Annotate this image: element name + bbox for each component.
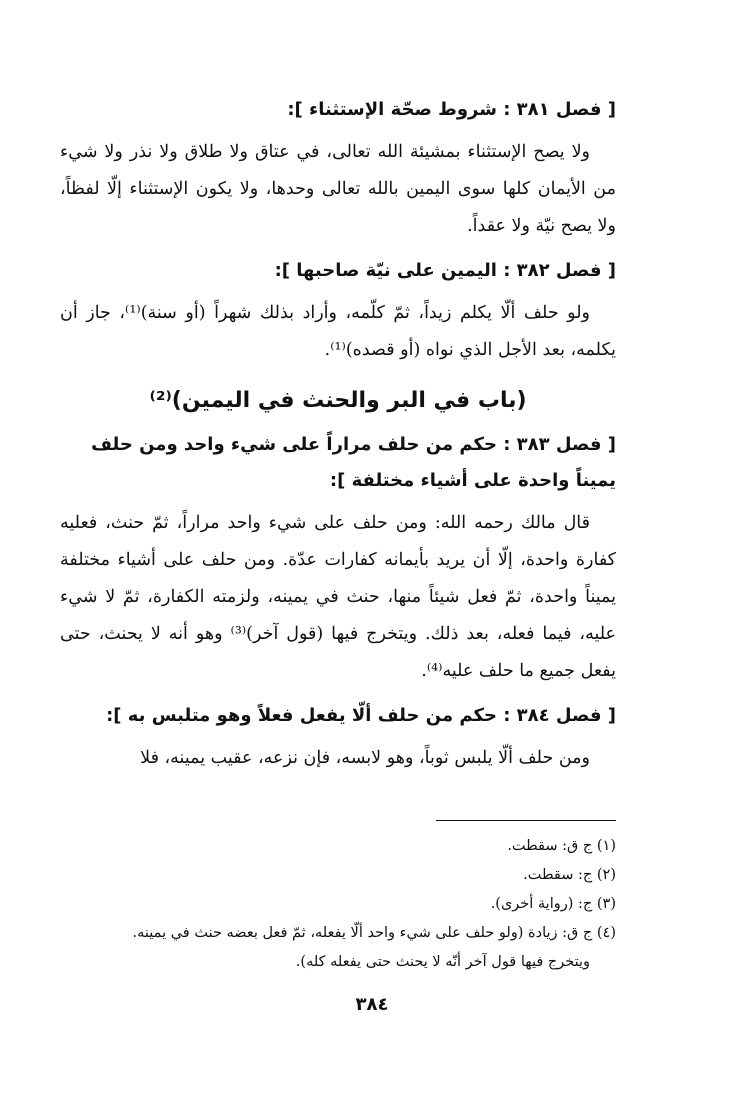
footnotes <box>26 832 616 977</box>
section-text-384: ومن حلف ألّا يلبس ثوباً، وهو لابسه، فإن نزعه، عقيب يمينه، فلا <box>140 748 590 768</box>
footnote-divider <box>436 820 616 821</box>
footnote-4-continuation: ويتخرج فيها قول آخر أنّه لا يحنث حتى يفعله كله). <box>295 954 590 970</box>
footnote-2: (٢) ج: سقطت. <box>523 867 616 883</box>
section-text-383: قال مالك رحمه الله: ومن حلف على شيء واحد مراراً، ثمّ حنث، فعليه كفارة واحدة، إلّا أن يريد بأيمانه كفارات عدّة. ومن حلف على أشياء مختلفة يميناً واحدة، ثمّ فعل شيئاً منها، حنث في يمينه، ولزمته الكفارة، ثمّ لا شيء عليه، فيما فعله، بعد ذلك. ويتخرج فيها (قول آخر)⁽³⁾ وهو أنه لا يحنث، حتى يفعل جميع ما حلف عليه⁽⁴⁾. <box>60 513 616 681</box>
footnote-4-text: (٤) ج ق: زيادة (ولو حلف على شيء واحد ألّا يفعله، ثمّ فعل بعضه حنث في يمينه. <box>132 925 616 941</box>
section-heading-383: [ فصل ٣٨٣ : حكم من حلف مراراً على شيء واحد ومن حلف يميناً واحدة على أشياء مختلفة ]: <box>91 434 616 491</box>
footnote-4 <box>26 919 616 977</box>
main-text <box>60 92 616 785</box>
section-text-381: ولا يصح الإستثناء بمشيئة الله تعالى، في عتاق ولا طلاق ولا نذر ولا شيء من الأيمان كلها سوى اليمين بالله تعالى وحدها، ولا يكون الإستثناء إلّا لفظاً، ولا يصح نيّة ولا عقداً. <box>60 142 616 236</box>
footnote-3: (٣) ج: (رواية أخرى). <box>490 896 616 912</box>
page-number: ٣٨٤ <box>355 994 389 1015</box>
section-text-382: ولو حلف ألّا يكلم زيداً، ثمّ كلّمه، وأراد بذلك شهراً (أو سنة)⁽¹⁾، جاز أن يكلمه، بعد الأجل الذي نواه (أو قصده)⁽¹⁾. <box>60 303 616 360</box>
section-heading-382: [ فصل ٣٨٢ : اليمين على نيّة صاحبها ]: <box>274 260 616 281</box>
footnote-1: (١) ج ق: سقطت. <box>507 838 616 854</box>
section-heading-381: [ فصل ٣٨١ : شروط صحّة الإستثناء ]: <box>287 99 616 120</box>
section-heading-384: [ فصل ٣٨٤ : حكم من حلف ألّا يفعل فعلاً وهو متلبس به ]: <box>106 705 616 726</box>
chapter-title: (باب في البر والحنث في اليمين)⁽²⁾ <box>149 388 527 413</box>
